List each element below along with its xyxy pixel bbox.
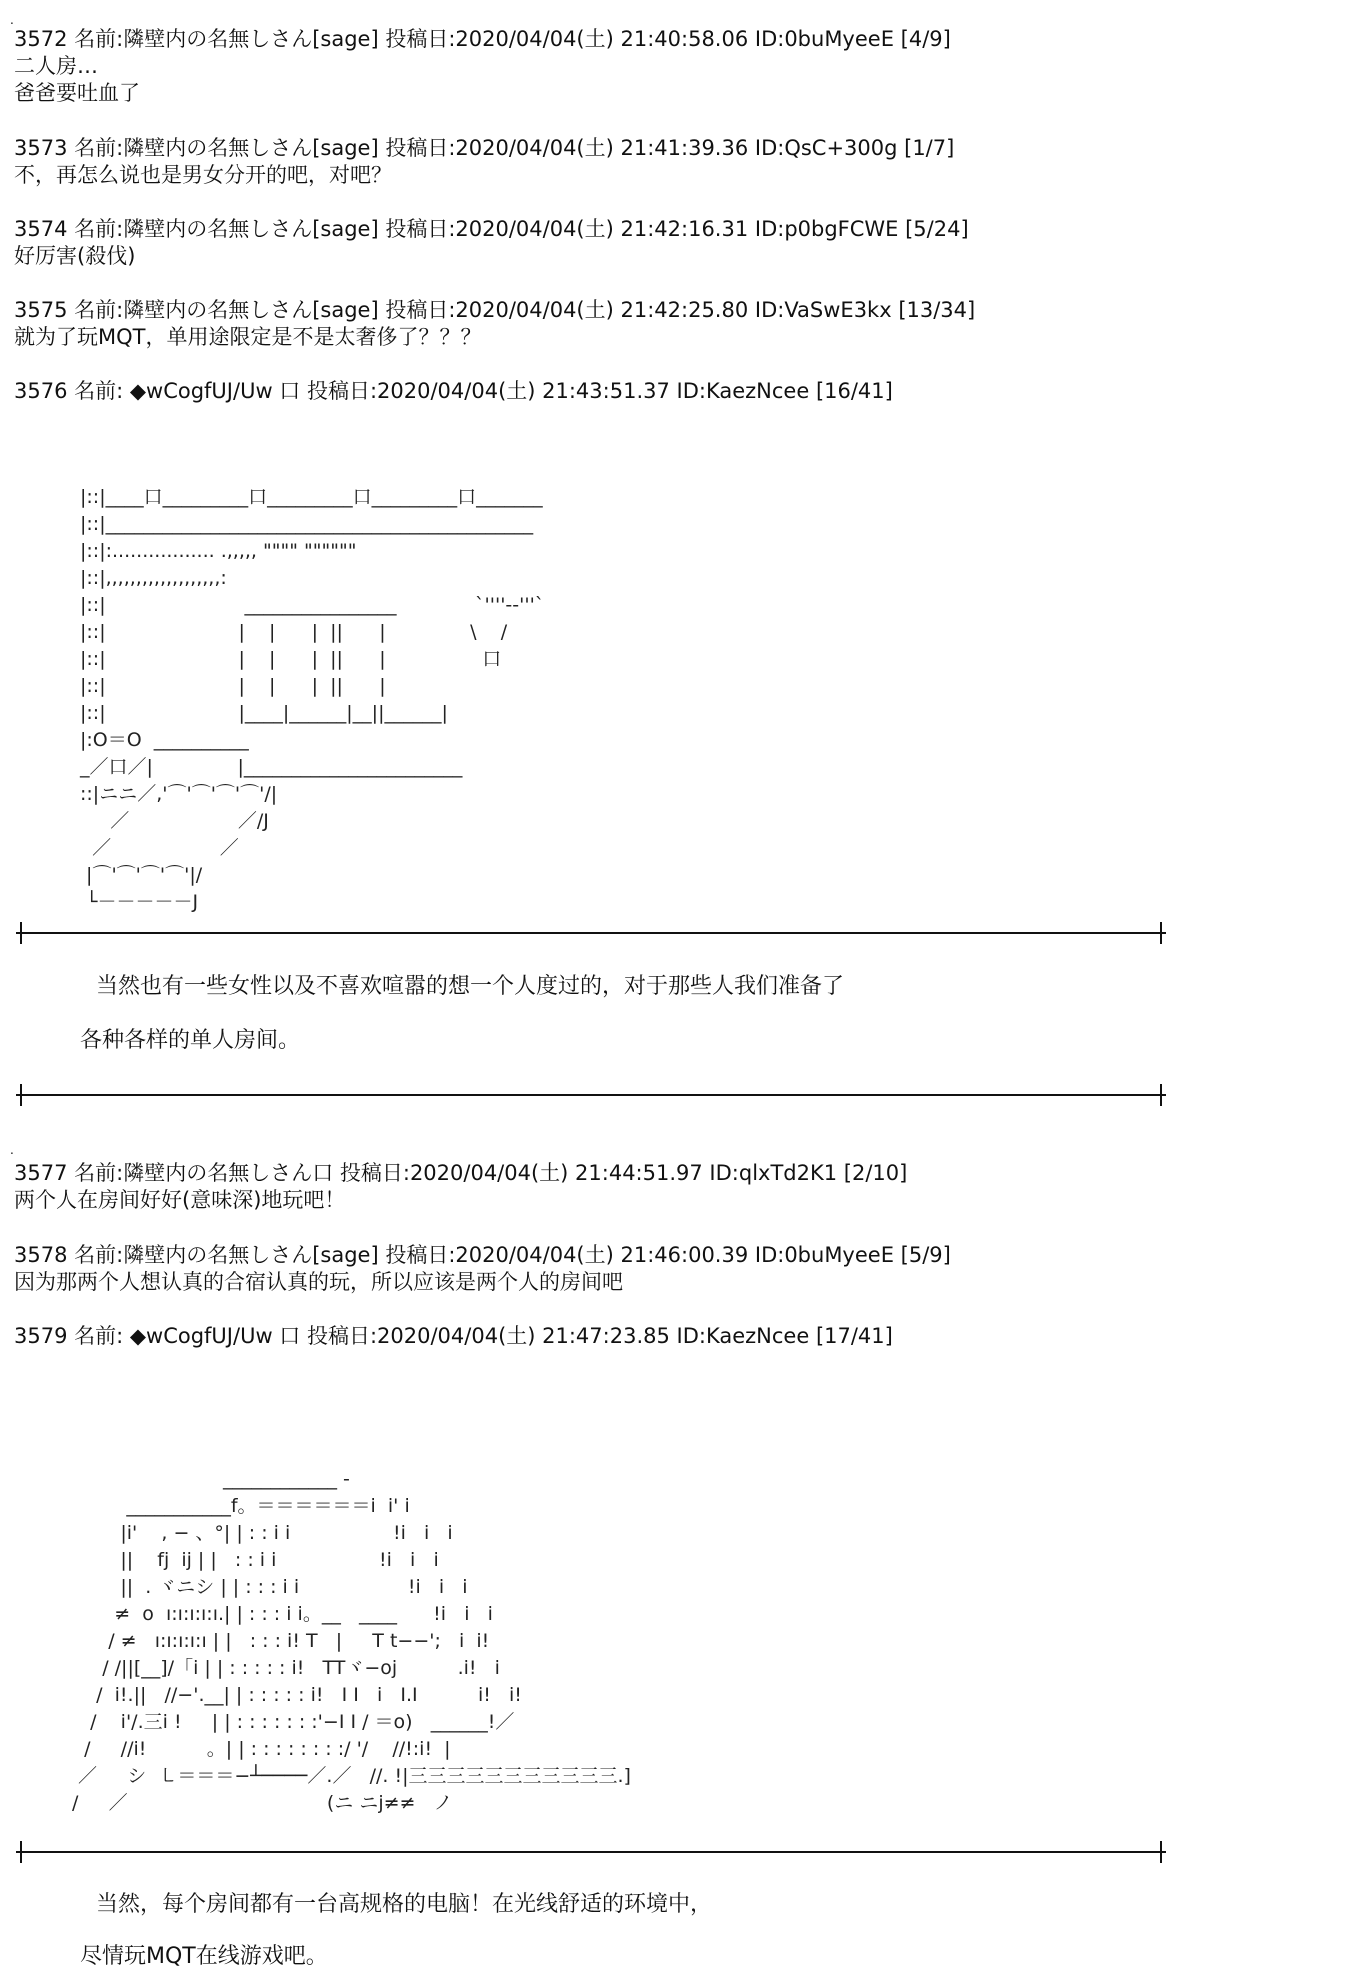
post-3576 <box>14 378 893 405</box>
narration-line: 各种各样的单人房间。 <box>80 1028 301 1053</box>
post-body: 不，再怎么说也是男女分开的吧，对吧？ <box>14 163 392 187</box>
post-body: 就为了玩MQT，单用途限定是不是太奢侈了？？？ <box>14 325 482 349</box>
post-header: 3576 名前: ◆wCogfUJ/Uw 口 投稿日:2020/04/04(土) 21:43:51.37 ID:KaezNcee [16/41] <box>14 379 893 403</box>
ascii-art-room: |::|____口_________口_________口_________口_______ |::|_____________________________________________ |::|:................. .,,,,, """" """""" |::|,,,,,,,,,,,,,,,,,,,: |::| ________________ `''''--'''` |::| | | | || | \ / |::| | | | || | 口 |::| | | | || | |::| |____|______|__||______| |:O＝O __________ _／口／| |_______________________ ::|ニニ／,'⌒'⌒'⌒'⌒'/| ／ ／/J ／ ／ |⌒'⌒'⌒'⌒'|/ └－－－－－J <box>80 486 545 913</box>
post-body: 因为那两个人想认真的合宿认真的玩，所以应该是两个人的房间吧 <box>14 1270 623 1294</box>
narration-line: 当然，每个房间都有一台高规格的电脑！在光线舒适的环境中， <box>96 1892 713 1917</box>
post-header: 3578 名前:隣壁内の名無しさん[sage] 投稿日:2020/04/04(土) 21:46:00.39 ID:0buMyeeE [5/9] <box>14 1243 951 1267</box>
narration-line: 当然也有一些女性以及不喜欢喧嚣的想一个人度过的，对于那些人我们准备了 <box>96 974 845 999</box>
post-3577 <box>14 1160 907 1214</box>
post-body: 好厉害(殺伐) <box>14 244 136 268</box>
post-header: 3572 名前:隣壁内の名無しさん[sage] 投稿日:2020/04/04(土) 21:40:58.06 ID:0buMyeeE [4/9] <box>14 27 951 51</box>
post-3578 <box>14 1242 951 1296</box>
post-3579 <box>14 1323 893 1350</box>
dot-mark: . <box>10 13 14 27</box>
post-3572 <box>14 26 951 107</box>
dot-mark: . <box>10 1143 14 1157</box>
post-header: 3579 名前: ◆wCogfUJ/Uw 口 投稿日:2020/04/04(土) 21:47:23.85 ID:KaezNcee [17/41] <box>14 1324 893 1348</box>
post-header: 3574 名前:隣壁内の名無しさん[sage] 投稿日:2020/04/04(土) 21:42:16.31 ID:p0bgFCWE [5/24] <box>14 217 969 241</box>
post-body: 二人房… 爸爸要吐血了 <box>14 54 140 105</box>
divider-line <box>16 1094 1166 1096</box>
divider-line <box>16 932 1166 934</box>
post-header: 3575 名前:隣壁内の名無しさん[sage] 投稿日:2020/04/04(土) 21:42:25.80 ID:VaSwE3kx [13/34] <box>14 298 976 322</box>
post-header: 3573 名前:隣壁内の名無しさん[sage] 投稿日:2020/04/04(土) 21:41:39.36 ID:QsC+300g [1/7] <box>14 136 955 160</box>
post-header: 3577 名前:隣壁内の名無しさん口 投稿日:2020/04/04(土) 21:44:51.97 ID:qlxTd2K1 [2/10] <box>14 1161 908 1185</box>
divider-line <box>16 1851 1166 1853</box>
ascii-art-computer-room: ____________ - ___________f。＝＝＝＝＝＝i i' i |i' , − 、°| | : : i i !i i i || fj ij | | : : i i !i i i || . ヾニシ | | : : : i i !i i i ≠ o ı:ı:ı:ı:ı.| | : : : i i。__ ____ !i i i / ≠ ı:ı:ı:ı:ı | | : : : i! T | T t−−'; i i! / /||[__]/「i | | : : : : : i! TTヾ−oj .i! i / i!.|| //−'.__| | : : : : : i! I I i I.I i! i! / i'/.三i ! | | : : : : : : :'−I I / ＝o) ______!／ / //i! 。| | : : : : : : : :/ '/ //!:i! | ／ シ ㇄＝＝＝−┴────／.／ //. !|三三三三三三三三三三三.] / ／ (ニ ニj≠≠ ノ <box>72 1468 631 1814</box>
narration-line: 尽情玩MQT在线游戏吧。 <box>80 1944 328 1969</box>
post-body: 两个人在房间好好(意味深)地玩吧！ <box>14 1188 346 1212</box>
post-3575 <box>14 297 975 351</box>
post-3574 <box>14 216 969 270</box>
post-3573 <box>14 135 954 189</box>
